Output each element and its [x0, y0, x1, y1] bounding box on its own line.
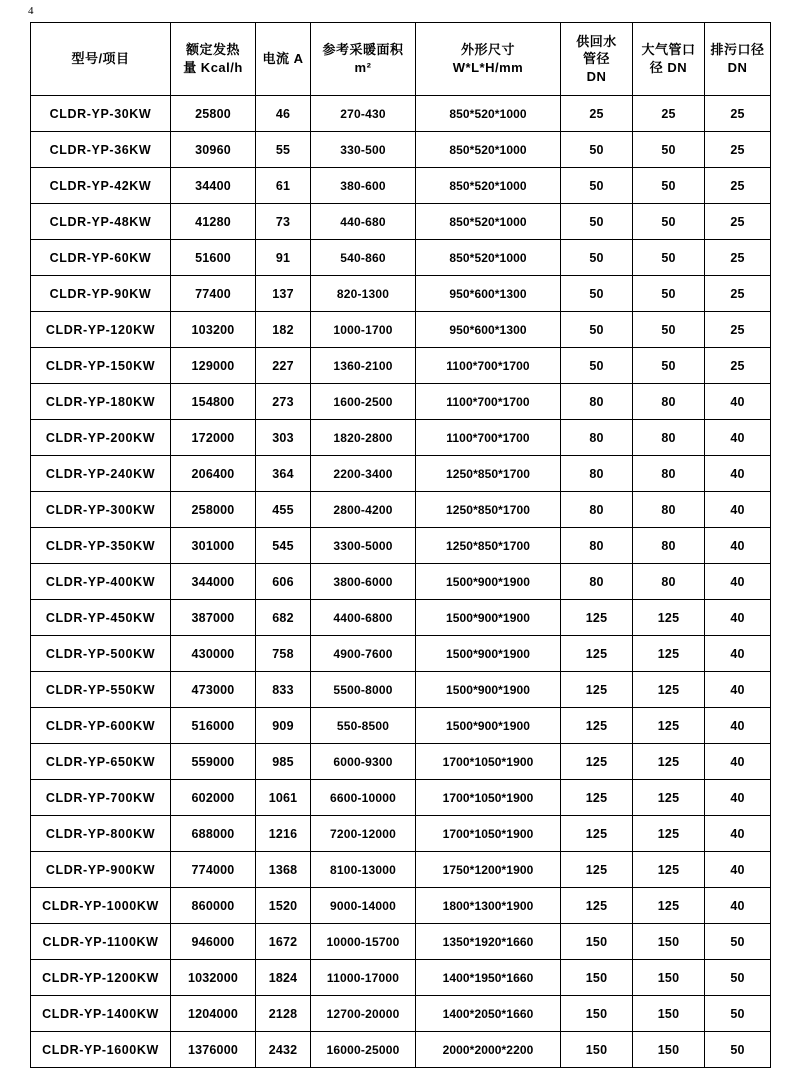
column-header-0	[31, 23, 171, 96]
table-cell: 985	[256, 744, 311, 780]
table-cell: 50	[633, 240, 705, 276]
column-header-line: 排污口径	[710, 42, 765, 58]
table-cell: CLDR-YP-200KW	[31, 420, 171, 456]
table-row	[31, 636, 771, 672]
column-header-line: m²	[354, 60, 372, 75]
column-header-4	[416, 23, 561, 96]
table-cell: 129000	[171, 348, 256, 384]
table-cell: 301000	[171, 528, 256, 564]
table-cell: 950*600*1300	[416, 276, 561, 312]
table-cell: 25	[561, 96, 633, 132]
table-cell: 387000	[171, 600, 256, 636]
table-cell: 16000-25000	[311, 1032, 416, 1068]
table-cell: CLDR-YP-600KW	[31, 708, 171, 744]
table-cell: 774000	[171, 852, 256, 888]
table-cell: CLDR-YP-1200KW	[31, 960, 171, 996]
table-cell: 125	[633, 744, 705, 780]
table-cell: 850*520*1000	[416, 132, 561, 168]
table-cell: 40	[705, 636, 771, 672]
table-cell: 1000-1700	[311, 312, 416, 348]
table-row	[31, 240, 771, 276]
table-cell: 11000-17000	[311, 960, 416, 996]
column-header-line: 供回水	[576, 33, 617, 49]
table-cell: 1204000	[171, 996, 256, 1032]
table-cell: 2000*2000*2200	[416, 1032, 561, 1068]
table-cell: 25	[705, 240, 771, 276]
table-cell: 150	[561, 996, 633, 1032]
table-row	[31, 1032, 771, 1068]
table-cell: 50	[633, 276, 705, 312]
table-cell: 1820-2800	[311, 420, 416, 456]
table-cell: 10000-15700	[311, 924, 416, 960]
page-number: 4	[28, 5, 34, 17]
table-cell: 80	[633, 492, 705, 528]
table-cell: 125	[633, 600, 705, 636]
table-cell: 30960	[171, 132, 256, 168]
table-cell: 545	[256, 528, 311, 564]
table-cell: 182	[256, 312, 311, 348]
table-row	[31, 708, 771, 744]
table-cell: CLDR-YP-800KW	[31, 816, 171, 852]
table-cell: 25	[705, 132, 771, 168]
table-cell: 25	[705, 96, 771, 132]
table-cell: 125	[561, 780, 633, 816]
table-row	[31, 888, 771, 924]
table-cell: 103200	[171, 312, 256, 348]
table-cell: 25	[705, 312, 771, 348]
table-cell: 80	[561, 564, 633, 600]
table-cell: 206400	[171, 456, 256, 492]
table-cell: 9000-14000	[311, 888, 416, 924]
table-cell: 25	[705, 168, 771, 204]
column-header-3	[311, 23, 416, 96]
table-cell: 80	[633, 420, 705, 456]
table-cell: CLDR-YP-42KW	[31, 168, 171, 204]
table-row	[31, 492, 771, 528]
table-cell: 125	[561, 708, 633, 744]
table-cell: 1800*1300*1900	[416, 888, 561, 924]
table-row	[31, 960, 771, 996]
column-header-5	[561, 23, 633, 96]
table-row	[31, 780, 771, 816]
table-cell: 40	[705, 744, 771, 780]
table-cell: 455	[256, 492, 311, 528]
table-row	[31, 600, 771, 636]
table-cell: CLDR-YP-150KW	[31, 348, 171, 384]
table-cell: 1250*850*1700	[416, 456, 561, 492]
table-cell: 40	[705, 852, 771, 888]
table-cell: CLDR-YP-300KW	[31, 492, 171, 528]
table-cell: CLDR-YP-650KW	[31, 744, 171, 780]
table-cell: CLDR-YP-180KW	[31, 384, 171, 420]
table-cell: 50	[561, 168, 633, 204]
table-body	[31, 96, 771, 1068]
table-cell: 1368	[256, 852, 311, 888]
table-cell: 473000	[171, 672, 256, 708]
table-cell: 80	[633, 564, 705, 600]
table-cell: 1500*900*1900	[416, 564, 561, 600]
table-cell: 1250*850*1700	[416, 528, 561, 564]
table-cell: 25	[633, 96, 705, 132]
table-row	[31, 312, 771, 348]
table-cell: 125	[561, 816, 633, 852]
table-cell: 80	[633, 528, 705, 564]
table-cell: 80	[561, 420, 633, 456]
table-cell: 1672	[256, 924, 311, 960]
table-cell: 6600-10000	[311, 780, 416, 816]
table-cell: 1100*700*1700	[416, 384, 561, 420]
table-cell: 40	[705, 600, 771, 636]
table-row	[31, 852, 771, 888]
table-cell: 440-680	[311, 204, 416, 240]
table-cell: 150	[561, 924, 633, 960]
table-row	[31, 564, 771, 600]
column-header-line: 管径	[582, 51, 610, 67]
table-cell: 25	[705, 204, 771, 240]
table-cell: 559000	[171, 744, 256, 780]
table-cell: 850*520*1000	[416, 204, 561, 240]
table-cell: 850*520*1000	[416, 96, 561, 132]
table-cell: 154800	[171, 384, 256, 420]
table-cell: 150	[561, 960, 633, 996]
table-cell: 40	[705, 384, 771, 420]
column-header-7	[705, 23, 771, 96]
table-cell: CLDR-YP-1100KW	[31, 924, 171, 960]
column-header-line: DN	[586, 68, 607, 84]
table-cell: 273	[256, 384, 311, 420]
table-row	[31, 132, 771, 168]
table-cell: 1700*1050*1900	[416, 744, 561, 780]
spec-table-container	[30, 22, 770, 1068]
table-cell: 1520	[256, 888, 311, 924]
table-cell: CLDR-YP-36KW	[31, 132, 171, 168]
table-cell: 150	[561, 1032, 633, 1068]
table-cell: 80	[633, 456, 705, 492]
column-header-line: 额定发热	[185, 42, 240, 58]
table-cell: 40	[705, 780, 771, 816]
table-cell: CLDR-YP-1400KW	[31, 996, 171, 1032]
table-row	[31, 996, 771, 1032]
table-cell: 1700*1050*1900	[416, 816, 561, 852]
table-cell: 1500*900*1900	[416, 600, 561, 636]
table-cell: 125	[633, 888, 705, 924]
table-cell: 150	[633, 924, 705, 960]
table-cell: 125	[633, 708, 705, 744]
table-cell: 1824	[256, 960, 311, 996]
table-cell: CLDR-YP-500KW	[31, 636, 171, 672]
table-cell: 850*520*1000	[416, 168, 561, 204]
table-cell: 330-500	[311, 132, 416, 168]
table-cell: 50	[561, 204, 633, 240]
table-cell: 8100-13000	[311, 852, 416, 888]
column-header-line: DN	[727, 60, 748, 75]
table-cell: 50	[561, 132, 633, 168]
table-cell: 1061	[256, 780, 311, 816]
table-row	[31, 276, 771, 312]
table-cell: 80	[561, 384, 633, 420]
table-cell: 50	[561, 312, 633, 348]
table-cell: CLDR-YP-120KW	[31, 312, 171, 348]
table-row	[31, 672, 771, 708]
table-cell: 41280	[171, 204, 256, 240]
table-cell: 125	[561, 888, 633, 924]
table-cell: 40	[705, 492, 771, 528]
table-cell: 344000	[171, 564, 256, 600]
table-cell: 40	[705, 456, 771, 492]
table-cell: 1400*1950*1660	[416, 960, 561, 996]
table-cell: 40	[705, 816, 771, 852]
table-cell: 550-8500	[311, 708, 416, 744]
table-cell: CLDR-YP-550KW	[31, 672, 171, 708]
table-cell: 172000	[171, 420, 256, 456]
table-cell: 80	[561, 492, 633, 528]
table-cell: 303	[256, 420, 311, 456]
table-cell: 40	[705, 672, 771, 708]
table-cell: 150	[633, 996, 705, 1032]
table-cell: 1100*700*1700	[416, 348, 561, 384]
table-row	[31, 528, 771, 564]
table-cell: 125	[633, 672, 705, 708]
table-cell: 51600	[171, 240, 256, 276]
table-cell: 50	[705, 960, 771, 996]
column-header-line: 大气管口	[641, 42, 696, 58]
table-cell: 1100*700*1700	[416, 420, 561, 456]
column-header-2	[256, 23, 311, 96]
table-cell: 50	[705, 924, 771, 960]
table-cell: 73	[256, 204, 311, 240]
column-header-line: 量 Kcal/h	[183, 60, 243, 75]
table-cell: 25800	[171, 96, 256, 132]
table-row	[31, 96, 771, 132]
table-cell: 270-430	[311, 96, 416, 132]
table-cell: 80	[561, 456, 633, 492]
table-cell: 364	[256, 456, 311, 492]
table-cell: 6000-9300	[311, 744, 416, 780]
table-row	[31, 168, 771, 204]
table-cell: 4400-6800	[311, 600, 416, 636]
table-cell: 125	[633, 816, 705, 852]
table-cell: 540-860	[311, 240, 416, 276]
column-header-1	[171, 23, 256, 96]
table-cell: 50	[633, 348, 705, 384]
table-cell: 125	[561, 852, 633, 888]
table-header	[31, 23, 771, 96]
table-cell: 833	[256, 672, 311, 708]
specification-table	[30, 22, 771, 1068]
table-cell: 5500-8000	[311, 672, 416, 708]
table-row	[31, 348, 771, 384]
table-cell: 909	[256, 708, 311, 744]
table-cell: 850*520*1000	[416, 240, 561, 276]
column-header-line: 径 DN	[649, 60, 688, 75]
table-cell: 1600-2500	[311, 384, 416, 420]
table-cell: 55	[256, 132, 311, 168]
table-cell: CLDR-YP-30KW	[31, 96, 171, 132]
table-cell: 50	[705, 996, 771, 1032]
table-cell: 61	[256, 168, 311, 204]
table-cell: CLDR-YP-450KW	[31, 600, 171, 636]
table-cell: 1700*1050*1900	[416, 780, 561, 816]
table-cell: 1400*2050*1660	[416, 996, 561, 1032]
table-cell: 1500*900*1900	[416, 636, 561, 672]
table-row	[31, 420, 771, 456]
table-cell: 602000	[171, 780, 256, 816]
table-cell: 1376000	[171, 1032, 256, 1068]
table-cell: CLDR-YP-1600KW	[31, 1032, 171, 1068]
table-cell: CLDR-YP-400KW	[31, 564, 171, 600]
column-header-line: 电流 A	[262, 51, 304, 67]
table-row	[31, 744, 771, 780]
table-cell: 380-600	[311, 168, 416, 204]
table-cell: 950*600*1300	[416, 312, 561, 348]
table-cell: 125	[561, 600, 633, 636]
table-cell: 1350*1920*1660	[416, 924, 561, 960]
table-cell: 25	[705, 348, 771, 384]
table-cell: 1216	[256, 816, 311, 852]
table-cell: 46	[256, 96, 311, 132]
table-cell: 1032000	[171, 960, 256, 996]
table-cell: 150	[633, 960, 705, 996]
table-cell: CLDR-YP-350KW	[31, 528, 171, 564]
table-cell: 2432	[256, 1032, 311, 1068]
column-header-line: 参考采暖面积	[322, 42, 404, 58]
table-cell: CLDR-YP-90KW	[31, 276, 171, 312]
table-cell: 1500*900*1900	[416, 708, 561, 744]
table-cell: 430000	[171, 636, 256, 672]
table-cell: 820-1300	[311, 276, 416, 312]
table-cell: 3300-5000	[311, 528, 416, 564]
table-cell: 50	[633, 168, 705, 204]
table-row	[31, 924, 771, 960]
table-cell: 40	[705, 564, 771, 600]
table-cell: CLDR-YP-48KW	[31, 204, 171, 240]
table-cell: 50	[561, 348, 633, 384]
table-cell: 40	[705, 528, 771, 564]
table-cell: 25	[705, 276, 771, 312]
table-cell: 91	[256, 240, 311, 276]
table-cell: 1250*850*1700	[416, 492, 561, 528]
table-cell: 606	[256, 564, 311, 600]
table-cell: CLDR-YP-1000KW	[31, 888, 171, 924]
table-cell: 1360-2100	[311, 348, 416, 384]
table-cell: 758	[256, 636, 311, 672]
table-header-row	[31, 23, 771, 96]
table-cell: 2200-3400	[311, 456, 416, 492]
table-cell: 3800-6000	[311, 564, 416, 600]
table-cell: 2800-4200	[311, 492, 416, 528]
column-header-line: W*L*H/mm	[452, 60, 524, 75]
table-cell: 50	[561, 276, 633, 312]
table-cell: 50	[705, 1032, 771, 1068]
table-cell: CLDR-YP-700KW	[31, 780, 171, 816]
table-cell: 40	[705, 888, 771, 924]
table-cell: 50	[633, 204, 705, 240]
table-cell: 682	[256, 600, 311, 636]
table-cell: 50	[633, 132, 705, 168]
table-cell: 1750*1200*1900	[416, 852, 561, 888]
column-header-line: 外形尺寸	[460, 42, 515, 58]
table-cell: 50	[633, 312, 705, 348]
table-row	[31, 816, 771, 852]
table-cell: 40	[705, 420, 771, 456]
table-cell: 946000	[171, 924, 256, 960]
table-cell: 258000	[171, 492, 256, 528]
table-cell: 40	[705, 708, 771, 744]
table-row	[31, 384, 771, 420]
column-header-line: 型号/项目	[71, 51, 130, 67]
table-cell: 50	[561, 240, 633, 276]
table-cell: 4900-7600	[311, 636, 416, 672]
table-cell: CLDR-YP-240KW	[31, 456, 171, 492]
table-cell: CLDR-YP-60KW	[31, 240, 171, 276]
table-cell: 860000	[171, 888, 256, 924]
table-cell: 688000	[171, 816, 256, 852]
table-cell: 227	[256, 348, 311, 384]
table-cell: 1500*900*1900	[416, 672, 561, 708]
table-row	[31, 456, 771, 492]
table-cell: 125	[561, 744, 633, 780]
table-cell: 137	[256, 276, 311, 312]
table-cell: 12700-20000	[311, 996, 416, 1032]
table-cell: 34400	[171, 168, 256, 204]
table-cell: 516000	[171, 708, 256, 744]
table-cell: 2128	[256, 996, 311, 1032]
table-cell: 80	[633, 384, 705, 420]
table-cell: 125	[561, 672, 633, 708]
table-cell: 125	[633, 780, 705, 816]
table-cell: 80	[561, 528, 633, 564]
table-cell: 125	[633, 852, 705, 888]
column-header-6	[633, 23, 705, 96]
table-row	[31, 204, 771, 240]
table-cell: 125	[633, 636, 705, 672]
table-cell: 7200-12000	[311, 816, 416, 852]
table-cell: CLDR-YP-900KW	[31, 852, 171, 888]
table-cell: 125	[561, 636, 633, 672]
table-cell: 150	[633, 1032, 705, 1068]
table-cell: 77400	[171, 276, 256, 312]
